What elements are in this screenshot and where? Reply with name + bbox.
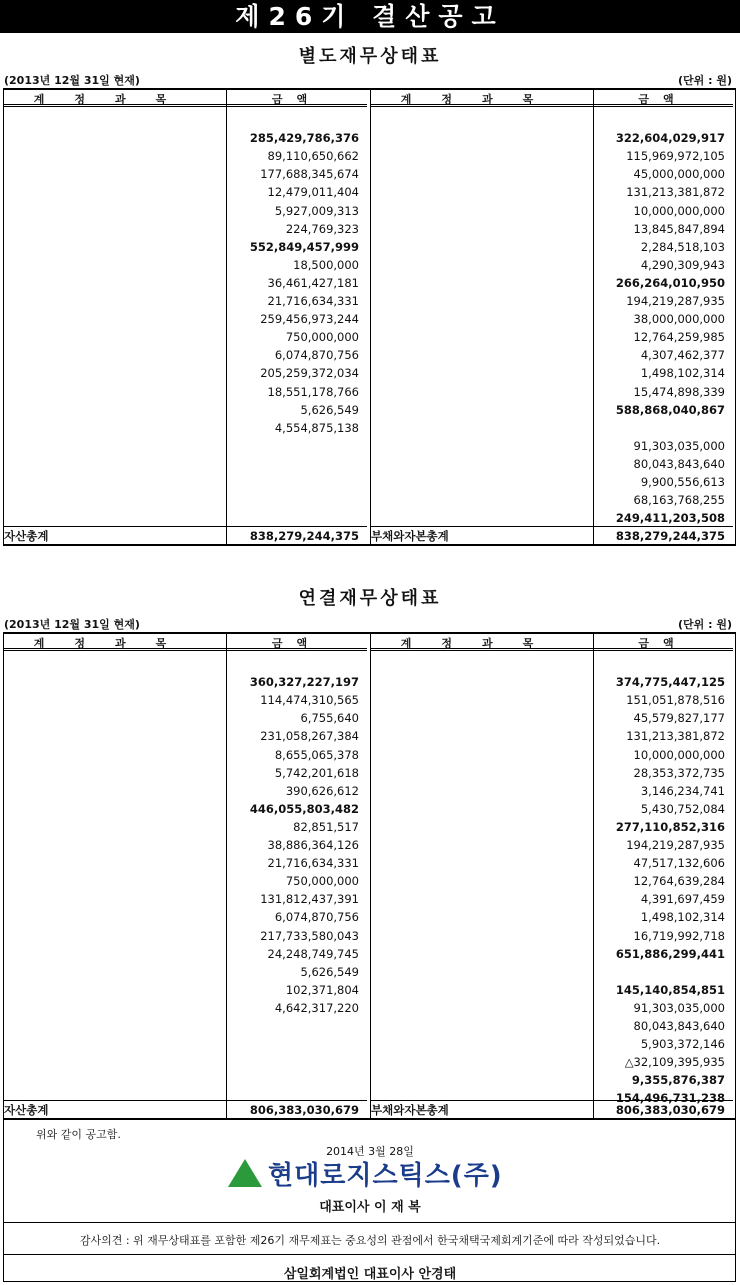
row-amount: 38,000,000,000 [633, 312, 725, 327]
table-row [371, 165, 733, 183]
left-half [4, 90, 367, 544]
row-amount: 205,259,372,034 [260, 366, 359, 381]
table-row [371, 346, 733, 364]
table-row [371, 364, 733, 382]
row-amount: 145,140,854,851 [615, 982, 725, 997]
table-row [371, 437, 733, 455]
header-amount: 금액 [638, 93, 688, 106]
row-amount: 390,626,612 [285, 783, 359, 798]
row-amount: 8,655,065,378 [274, 747, 359, 762]
total-row [4, 526, 367, 544]
row-amount: 15,474,898,339 [633, 384, 725, 399]
account-char: 부 [371, 1103, 383, 1117]
account-char: 총 [426, 1103, 438, 1117]
row-amount: 114,474,310,565 [260, 693, 359, 708]
row-amount: 3,146,234,741 [640, 783, 725, 798]
row-amount: 259,456,973,244 [260, 312, 359, 327]
table-row [4, 111, 367, 129]
table-row [371, 419, 733, 437]
table-row [4, 346, 367, 364]
table-row [4, 836, 367, 854]
table-row [4, 945, 367, 963]
table-row [4, 292, 367, 310]
account-name [371, 1103, 449, 1117]
table-row [371, 1035, 733, 1053]
row-amount: 18,551,178,766 [267, 384, 359, 399]
row-amount: 102,371,804 [285, 982, 359, 997]
table-row [371, 727, 733, 745]
account-char: 자 [404, 529, 416, 543]
row-amount: 36,461,427,181 [267, 275, 359, 290]
table-row [4, 419, 367, 437]
table-row [4, 800, 367, 818]
row-amount: 177,688,345,674 [260, 167, 359, 182]
account-char: 계 [437, 529, 449, 543]
row-amount: 231,058,267,384 [260, 729, 359, 744]
table-row [371, 999, 733, 1017]
row-amount: △32,109,395,935 [624, 1055, 725, 1070]
table-row [371, 491, 733, 509]
row-amount: 12,764,259,985 [633, 330, 725, 345]
account-char: 채 [382, 529, 394, 543]
total-label [371, 1101, 593, 1119]
row-amount: 194,219,287,935 [626, 294, 725, 308]
notice-date: 2014년 3월 28일 [326, 1145, 414, 1158]
table-header [4, 90, 367, 107]
auditor-signature: 삼일회계법인 대표이사 안경태 [283, 1267, 457, 1282]
row-amount: 5,927,009,313 [274, 203, 359, 218]
table-row [371, 473, 733, 491]
row-amount: 24,248,749,745 [267, 946, 359, 961]
table-row [4, 981, 367, 999]
account-char: 와 [393, 529, 405, 543]
account-char: 자 [4, 1103, 16, 1117]
table-row [4, 673, 367, 691]
row-amount: 5,430,752,084 [640, 801, 725, 816]
table-row [371, 927, 733, 945]
table-row [4, 927, 367, 945]
table-row [4, 963, 367, 981]
account-char: 자 [404, 1103, 416, 1117]
table-row [4, 655, 367, 673]
header-amount: 금액 [638, 637, 688, 650]
row-amount: 21,716,634,331 [267, 856, 359, 871]
account-char: 자 [4, 529, 16, 543]
table-row [371, 854, 733, 872]
row-amount: 266,264,010,950 [615, 275, 725, 290]
table-header [371, 634, 733, 651]
row-amount: 4,307,462,377 [640, 348, 725, 363]
account-char: 본 [415, 1103, 427, 1117]
row-amount: 651,886,299,441 [615, 946, 725, 961]
table-row [4, 147, 367, 165]
account-char: 계 [37, 529, 49, 543]
row-amount: 322,604,029,917 [615, 131, 725, 146]
table-row [4, 328, 367, 346]
total-label [4, 1101, 226, 1119]
row-amount: 285,429,786,376 [249, 131, 359, 146]
table-row [4, 872, 367, 890]
footer-divider [4, 1222, 735, 1223]
row-amount: 12,479,011,404 [267, 185, 359, 200]
table-row [371, 220, 733, 238]
table-row [371, 238, 733, 256]
table-row [4, 999, 367, 1017]
table-row [371, 256, 733, 274]
row-amount: 750,000,000 [285, 874, 359, 889]
table-row [371, 455, 733, 473]
row-amount: 91,303,035,000 [633, 1000, 725, 1015]
row-amount: 249,411,203,508 [615, 511, 725, 526]
table-row [371, 383, 733, 401]
table-row [371, 890, 733, 908]
account-char: 계 [37, 1103, 49, 1117]
row-amount: 28,353,372,735 [633, 765, 725, 780]
row-amount: 5,626,549 [300, 402, 359, 417]
header-account: 계정과목 [33, 637, 197, 650]
table-row [371, 981, 733, 999]
table-row [371, 1017, 733, 1035]
total-amount: 838,279,244,375 [615, 529, 725, 543]
header-account: 계정과목 [400, 93, 564, 106]
row-amount: 38,886,364,126 [267, 838, 359, 852]
table-row [371, 202, 733, 220]
row-amount: 2,284,518,103 [640, 239, 725, 254]
table-header [371, 90, 733, 107]
row-amount: 1,498,102,314 [640, 366, 725, 381]
consolidated-unit: (단위 : 원) [678, 618, 732, 631]
account-name [4, 529, 48, 543]
table-row [4, 401, 367, 419]
total-row [4, 1100, 367, 1118]
footer-divider [4, 1254, 735, 1255]
triangle-logo-icon [228, 1159, 262, 1187]
account-char: 총 [26, 1103, 38, 1117]
header-account: 계정과목 [33, 93, 197, 106]
row-amount: 750,000,000 [285, 330, 359, 345]
table-row [4, 854, 367, 872]
separate-date: (2013년 12월 31일 현재) [4, 74, 140, 87]
table-row [4, 165, 367, 183]
row-amount: 1,498,102,314 [640, 910, 725, 925]
table-row [371, 509, 733, 527]
table-row [4, 764, 367, 782]
row-amount: 588,868,040,867 [615, 402, 725, 417]
table-row [371, 691, 733, 709]
row-amount: 6,755,640 [300, 711, 359, 726]
row-amount: 446,055,803,482 [249, 801, 359, 816]
row-amount: 360,327,227,197 [249, 675, 359, 690]
consolidated-date: (2013년 12월 31일 현재) [4, 618, 140, 631]
row-amount: 115,969,972,105 [626, 149, 725, 164]
table-row [4, 364, 367, 382]
row-amount: 21,716,634,331 [267, 294, 359, 308]
row-amount: 9,355,876,387 [631, 1073, 725, 1088]
row-amount: 4,391,697,459 [640, 892, 725, 907]
table-row [371, 111, 733, 129]
left-half [4, 634, 367, 1118]
separate-title: 별도재무상태표 [298, 46, 442, 67]
table-row [371, 310, 733, 328]
account-name [4, 1103, 48, 1117]
row-amount: 68,163,768,255 [633, 493, 725, 508]
account-char: 와 [393, 1103, 405, 1117]
row-amount: 224,769,323 [285, 221, 359, 236]
account-char: 산 [15, 1103, 27, 1117]
row-amount: 6,074,870,756 [274, 910, 359, 925]
table-row [371, 673, 733, 691]
table-row [4, 691, 367, 709]
table-row [371, 764, 733, 782]
table-row [4, 818, 367, 836]
table-row [371, 963, 733, 981]
audit-opinion: 감사의견 : 위 재무상태표를 포함한 제26기 재무제표는 중요성의 관점에서 한국채택국제회계기준에 따라 작성되었습니다. [79, 1234, 661, 1247]
table-row [371, 872, 733, 890]
table-row [371, 709, 733, 727]
row-amount: 4,554,875,138 [274, 420, 359, 435]
table-row [4, 129, 367, 147]
row-amount: 5,742,201,618 [274, 765, 359, 780]
header-amount: 금액 [271, 637, 322, 650]
row-amount: 47,517,132,606 [633, 856, 725, 871]
account-char: 본 [415, 529, 427, 543]
account-char: 채 [382, 1103, 394, 1117]
row-amount: 80,043,843,640 [633, 1019, 725, 1033]
notice-text: 위와 같이 공고함. [36, 1128, 121, 1141]
table-row [4, 746, 367, 764]
row-amount: 131,812,437,391 [260, 892, 359, 907]
right-half [370, 634, 733, 1118]
table-row [371, 836, 733, 854]
table-row [371, 328, 733, 346]
right-half [370, 90, 733, 544]
account-char: 산 [15, 529, 27, 543]
row-amount: 4,642,317,220 [274, 1000, 359, 1015]
table-row [371, 129, 733, 147]
table-row [4, 256, 367, 274]
table-row [4, 220, 367, 238]
row-amount: 552,849,457,999 [249, 239, 359, 254]
header-account: 계정과목 [400, 637, 564, 650]
row-amount: 217,733,580,043 [260, 928, 359, 943]
total-label [4, 527, 226, 545]
row-amount: 277,110,852,316 [615, 819, 725, 834]
row-amount: 91,303,035,000 [633, 438, 725, 453]
row-amount: 13,845,847,894 [633, 221, 725, 236]
row-amount: 5,903,372,146 [640, 1037, 725, 1052]
notice-banner: 제26기 결산공고 [0, 0, 740, 33]
table-row [4, 908, 367, 926]
total-row [371, 526, 733, 544]
total-amount: 806,383,030,679 [615, 1103, 725, 1117]
account-char: 계 [437, 1103, 449, 1117]
row-amount: 131,213,381,872 [626, 729, 725, 744]
table-row [4, 709, 367, 727]
table-row [4, 310, 367, 328]
table-row [371, 908, 733, 926]
table-row [4, 383, 367, 401]
row-amount: 5,626,549 [300, 964, 359, 979]
row-amount: 9,900,556,613 [640, 475, 725, 489]
row-amount: 10,000,000,000 [633, 747, 725, 762]
table-row [371, 945, 733, 963]
row-amount: 89,110,650,662 [267, 149, 359, 164]
row-amount: 80,043,843,640 [633, 456, 725, 471]
header-amount: 금액 [271, 93, 322, 106]
consolidated-title: 연결재무상태표 [298, 588, 442, 609]
total-label [371, 527, 593, 545]
table-row [371, 746, 733, 764]
total-row [371, 1100, 733, 1118]
table-row [4, 782, 367, 800]
table-row [4, 202, 367, 220]
row-amount: 151,051,878,516 [626, 693, 725, 708]
row-amount: 18,500,000 [293, 257, 359, 272]
row-amount: 131,213,381,872 [626, 185, 725, 200]
row-amount: 45,000,000,000 [633, 167, 725, 182]
table-row [371, 274, 733, 292]
separate-balance-table [3, 88, 736, 546]
table-row [371, 782, 733, 800]
consolidated-balance-table [3, 632, 736, 1120]
company-logo [228, 1155, 518, 1191]
table-row [4, 727, 367, 745]
row-amount: 4,290,309,943 [640, 257, 725, 272]
table-row [371, 1071, 733, 1089]
account-char: 총 [26, 529, 38, 543]
company-name: 현대로지스틱스(주) [268, 1160, 503, 1191]
account-char: 총 [426, 529, 438, 543]
table-row [4, 890, 367, 908]
table-row [4, 274, 367, 292]
row-amount: 6,074,870,756 [274, 348, 359, 363]
separate-unit: (단위 : 원) [678, 74, 732, 87]
table-row [371, 292, 733, 310]
table-row [371, 183, 733, 201]
table-row [371, 1053, 733, 1071]
total-amount: 806,383,030,679 [249, 1103, 359, 1117]
row-amount: 16,719,992,718 [633, 928, 725, 943]
row-amount: 10,000,000,000 [633, 203, 725, 218]
row-amount: 12,764,639,284 [633, 874, 725, 889]
row-amount: 45,579,827,177 [633, 711, 725, 726]
table-row [371, 147, 733, 165]
row-amount: 82,851,517 [293, 819, 359, 834]
row-amount: 374,775,447,125 [615, 675, 725, 690]
row-amount: 154,496,731,238 [615, 1091, 725, 1106]
account-char: 부 [371, 529, 383, 543]
table-row [4, 183, 367, 201]
table-header [4, 634, 367, 651]
ceo-signature: 대표이사 이 재 복 [319, 1200, 421, 1215]
table-row [371, 655, 733, 673]
table-row [371, 800, 733, 818]
table-row [371, 818, 733, 836]
row-amount: 194,219,287,935 [626, 838, 725, 852]
account-name [371, 529, 449, 543]
table-row [4, 238, 367, 256]
total-amount: 838,279,244,375 [249, 529, 359, 543]
table-row [371, 401, 733, 419]
